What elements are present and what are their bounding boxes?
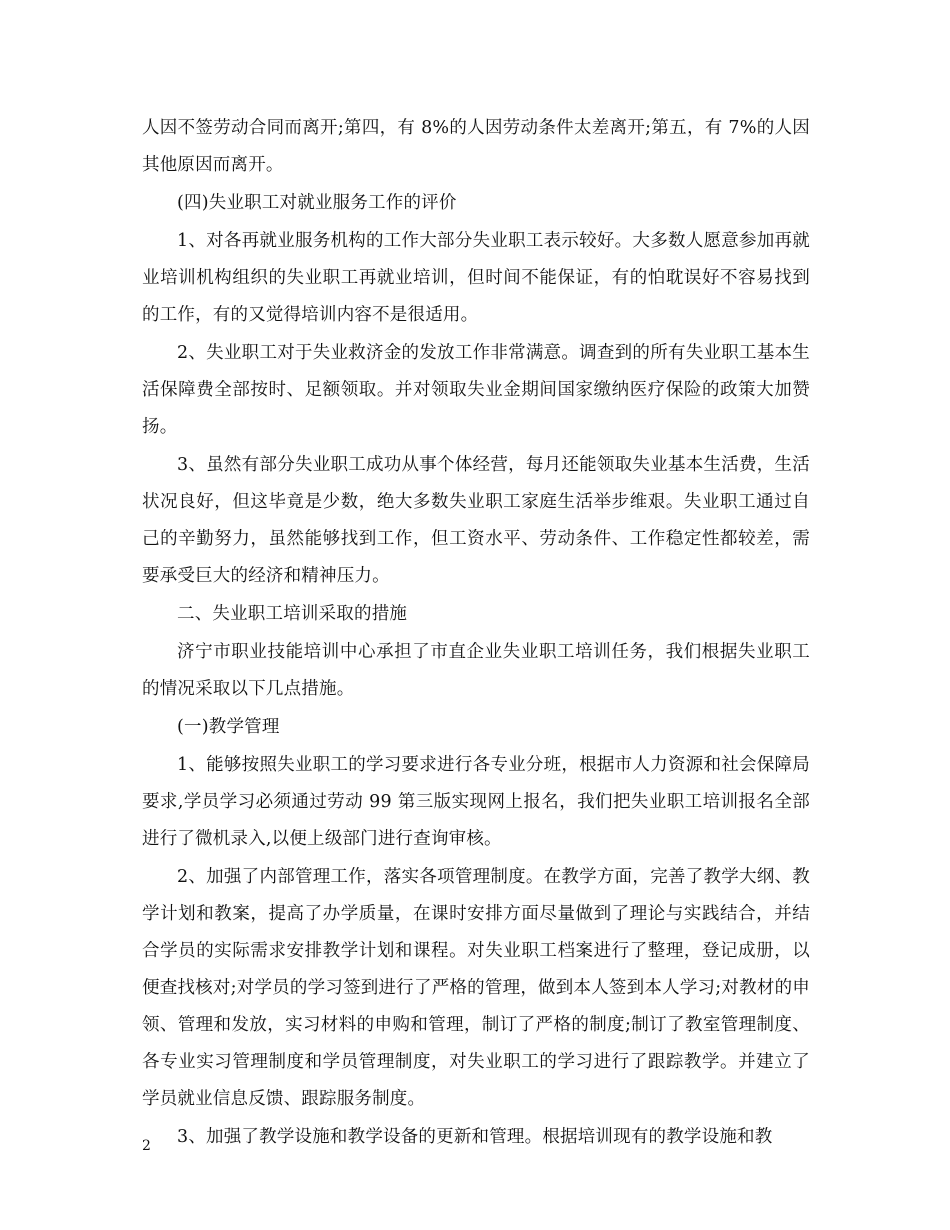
page-number: 2 <box>142 1138 151 1154</box>
section-heading: (四)失业职工对就业服务工作的评价 <box>177 193 457 213</box>
section-heading: (一)教学管理 <box>177 717 280 737</box>
document-body <box>142 110 810 1157</box>
paragraph: 1、能够按照失业职工的学习要求进行各专业分班，根据市人力资源和社会保障局要求,学员学习必须通过劳动 99 第三版实现网上报名，我们把失业职工培训报名全部进行了微机录入,以便上级部门进行查询审核。 <box>142 755 810 849</box>
paragraph: 人因不签劳动合同而离开;第四，有 8%的人因劳动条件太差离开;第五，有 7%的人因其他原因而离开。 <box>142 118 810 175</box>
paragraph: 3、加强了教学设施和教学设备的更新和管理。根据培训现有的教学设施和教 <box>177 1127 773 1147</box>
paragraph: 济宁市职业技能培训中心承担了市直企业失业职工培训任务，我们根据失业职工的情况采取以下几点措施。 <box>142 642 810 699</box>
paragraph: 1、对各再就业服务机构的工作大部分失业职工表示较好。大多数人愿意参加再就业培训机构组织的失业职工再就业培训，但时间不能保证，有的怕耽误好不容易找到的工作，有的又觉得培训内容不是很适用。 <box>142 231 810 325</box>
section-heading: 二、失业职工培训采取的措施 <box>177 604 408 624</box>
paragraph: 3、虽然有部分失业职工成功从事个体经营，每月还能领取失业基本生活费，生活状况良好，但这毕竟是少数，绝大多数失业职工家庭生活举步维艰。失业职工通过自己的辛勤努力，虽然能够找到工作，但工资水平、劳动条件、工作稳定性都较差，需要承受巨大的经济和精神压力。 <box>142 455 810 586</box>
paragraph: 2、失业职工对于失业救济金的发放工作非常满意。调查到的所有失业职工基本生活保障费全部按时、足额领取。并对领取失业金期间国家缴纳医疗保险的政策大加赞扬。 <box>142 343 810 437</box>
paragraph: 2、加强了内部管理工作，落实各项管理制度。在教学方面，完善了教学大纲、教学计划和教案，提高了办学质量，在课时安排方面尽量做到了理论与实践结合，并结合学员的实际需求安排教学计划和课程。对失业职工档案进行了整理，登记成册，以便查找核对;对学员的学习签到进行了严格的管理，做到本人签到本人学习;对教材的申领、管理和发放，实习材料的申购和管理，制订了严格的制度;制订了教室管理制度、各专业实习管理制度和学员管理制度，对失业职工的学习进行了跟踪教学。并建立了学员就业信息反馈、跟踪服务制度。 <box>142 867 810 1109</box>
